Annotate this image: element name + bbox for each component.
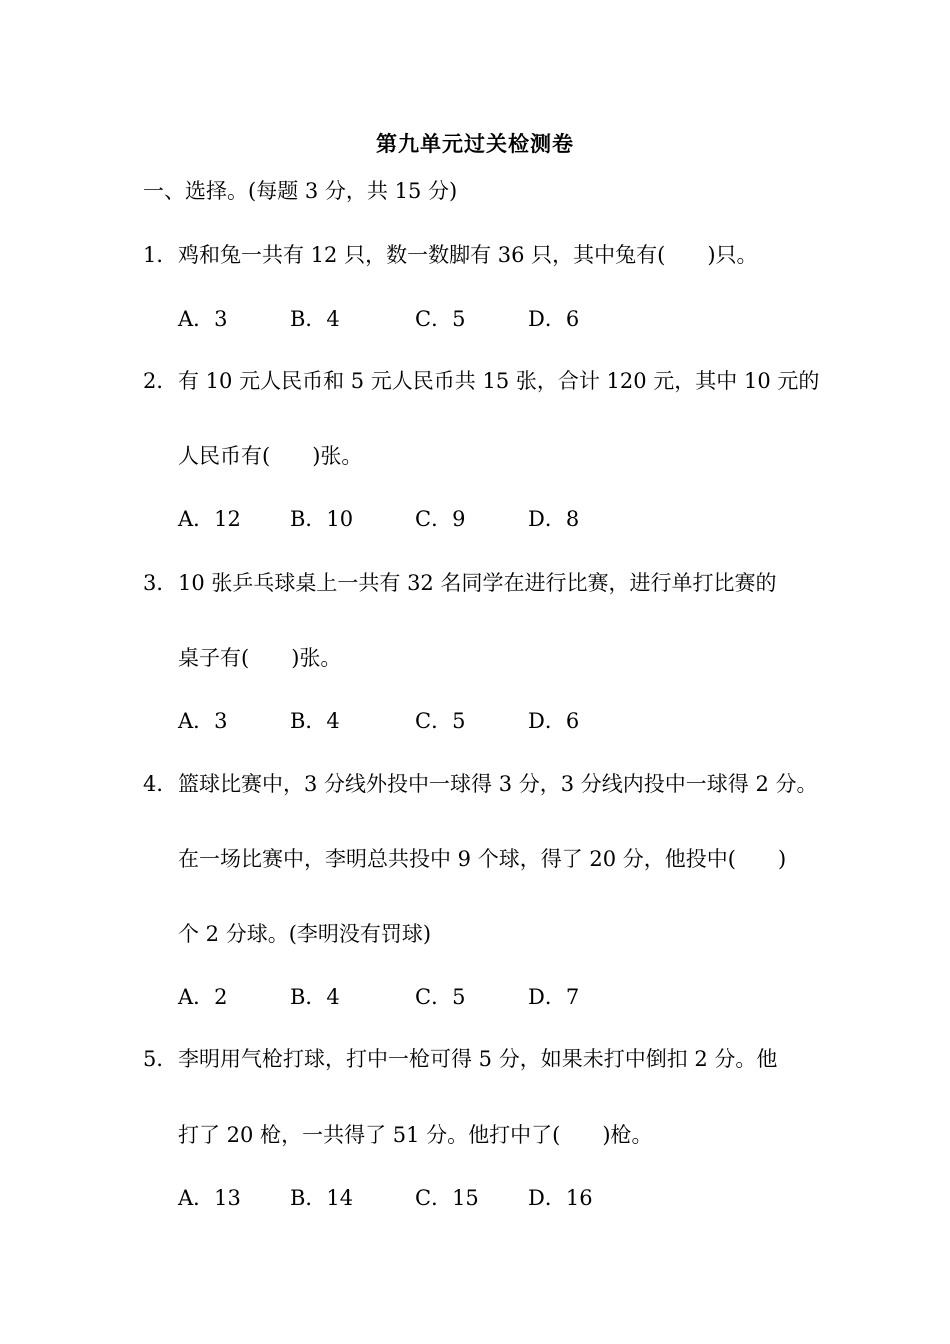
option-a: A．13 (178, 1186, 241, 1210)
question-text-continued: 个 2 分球。(李明没有罚球) (178, 922, 432, 946)
option-a: A．3 (178, 709, 228, 733)
question-text: 篮球比赛中，3 分线外投中一球得 3 分，3 分线内投中一球得 2 分。 (178, 772, 818, 796)
option-d: D．16 (528, 1186, 593, 1210)
question-number: 1． (143, 243, 178, 267)
option-b: B．4 (290, 709, 340, 733)
option-b: B．4 (290, 307, 340, 331)
option-a: A．2 (178, 985, 228, 1009)
question-number: 2． (143, 369, 178, 393)
option-b: B．10 (290, 507, 354, 531)
question-text: 有 10 元人民币和 5 元人民币共 15 张，合计 120 元，其中 10 元的 (178, 369, 820, 393)
option-b: B．4 (290, 985, 340, 1009)
question-text: 李明用气枪打球，打中一枪可得 5 分，如果未打中倒扣 2 分。他 (178, 1047, 778, 1071)
question-text: 鸡和兔一共有 12 只，数一数脚有 36 只，其中兔有( )只。 (178, 243, 758, 267)
option-c: C．15 (415, 1186, 479, 1210)
question-text-continued: 桌子有( )张。 (178, 646, 342, 670)
option-d: D．6 (528, 307, 580, 331)
option-c: C．5 (415, 307, 466, 331)
option-d: D．6 (528, 709, 580, 733)
question-text: 10 张乒乓球桌上一共有 32 名同学在进行比赛，进行单打比赛的 (178, 571, 777, 595)
question-number: 3． (143, 571, 178, 595)
question-number: 4． (143, 772, 178, 796)
option-c: C．9 (415, 507, 466, 531)
question-number: 5． (143, 1047, 178, 1071)
option-c: C．5 (415, 709, 466, 733)
option-c: C．5 (415, 985, 466, 1009)
question-text-continued: 人民币有( )张。 (178, 444, 363, 468)
page-title: 第九单元过关检测卷 (376, 131, 574, 156)
option-b: B．14 (290, 1186, 354, 1210)
section-heading: 一、选择。(每题 3 分，共 15 分) (143, 179, 458, 203)
option-a: A．12 (178, 507, 241, 531)
option-a: A．3 (178, 307, 228, 331)
question-text-continued: 在一场比赛中，李明总共投中 9 个球，得了 20 分，他投中( ) (178, 847, 787, 871)
option-d: D．7 (528, 985, 580, 1009)
option-d: D．8 (528, 507, 580, 531)
question-text-continued: 打了 20 枪，一共得了 51 分。他打中了( )枪。 (178, 1123, 653, 1147)
